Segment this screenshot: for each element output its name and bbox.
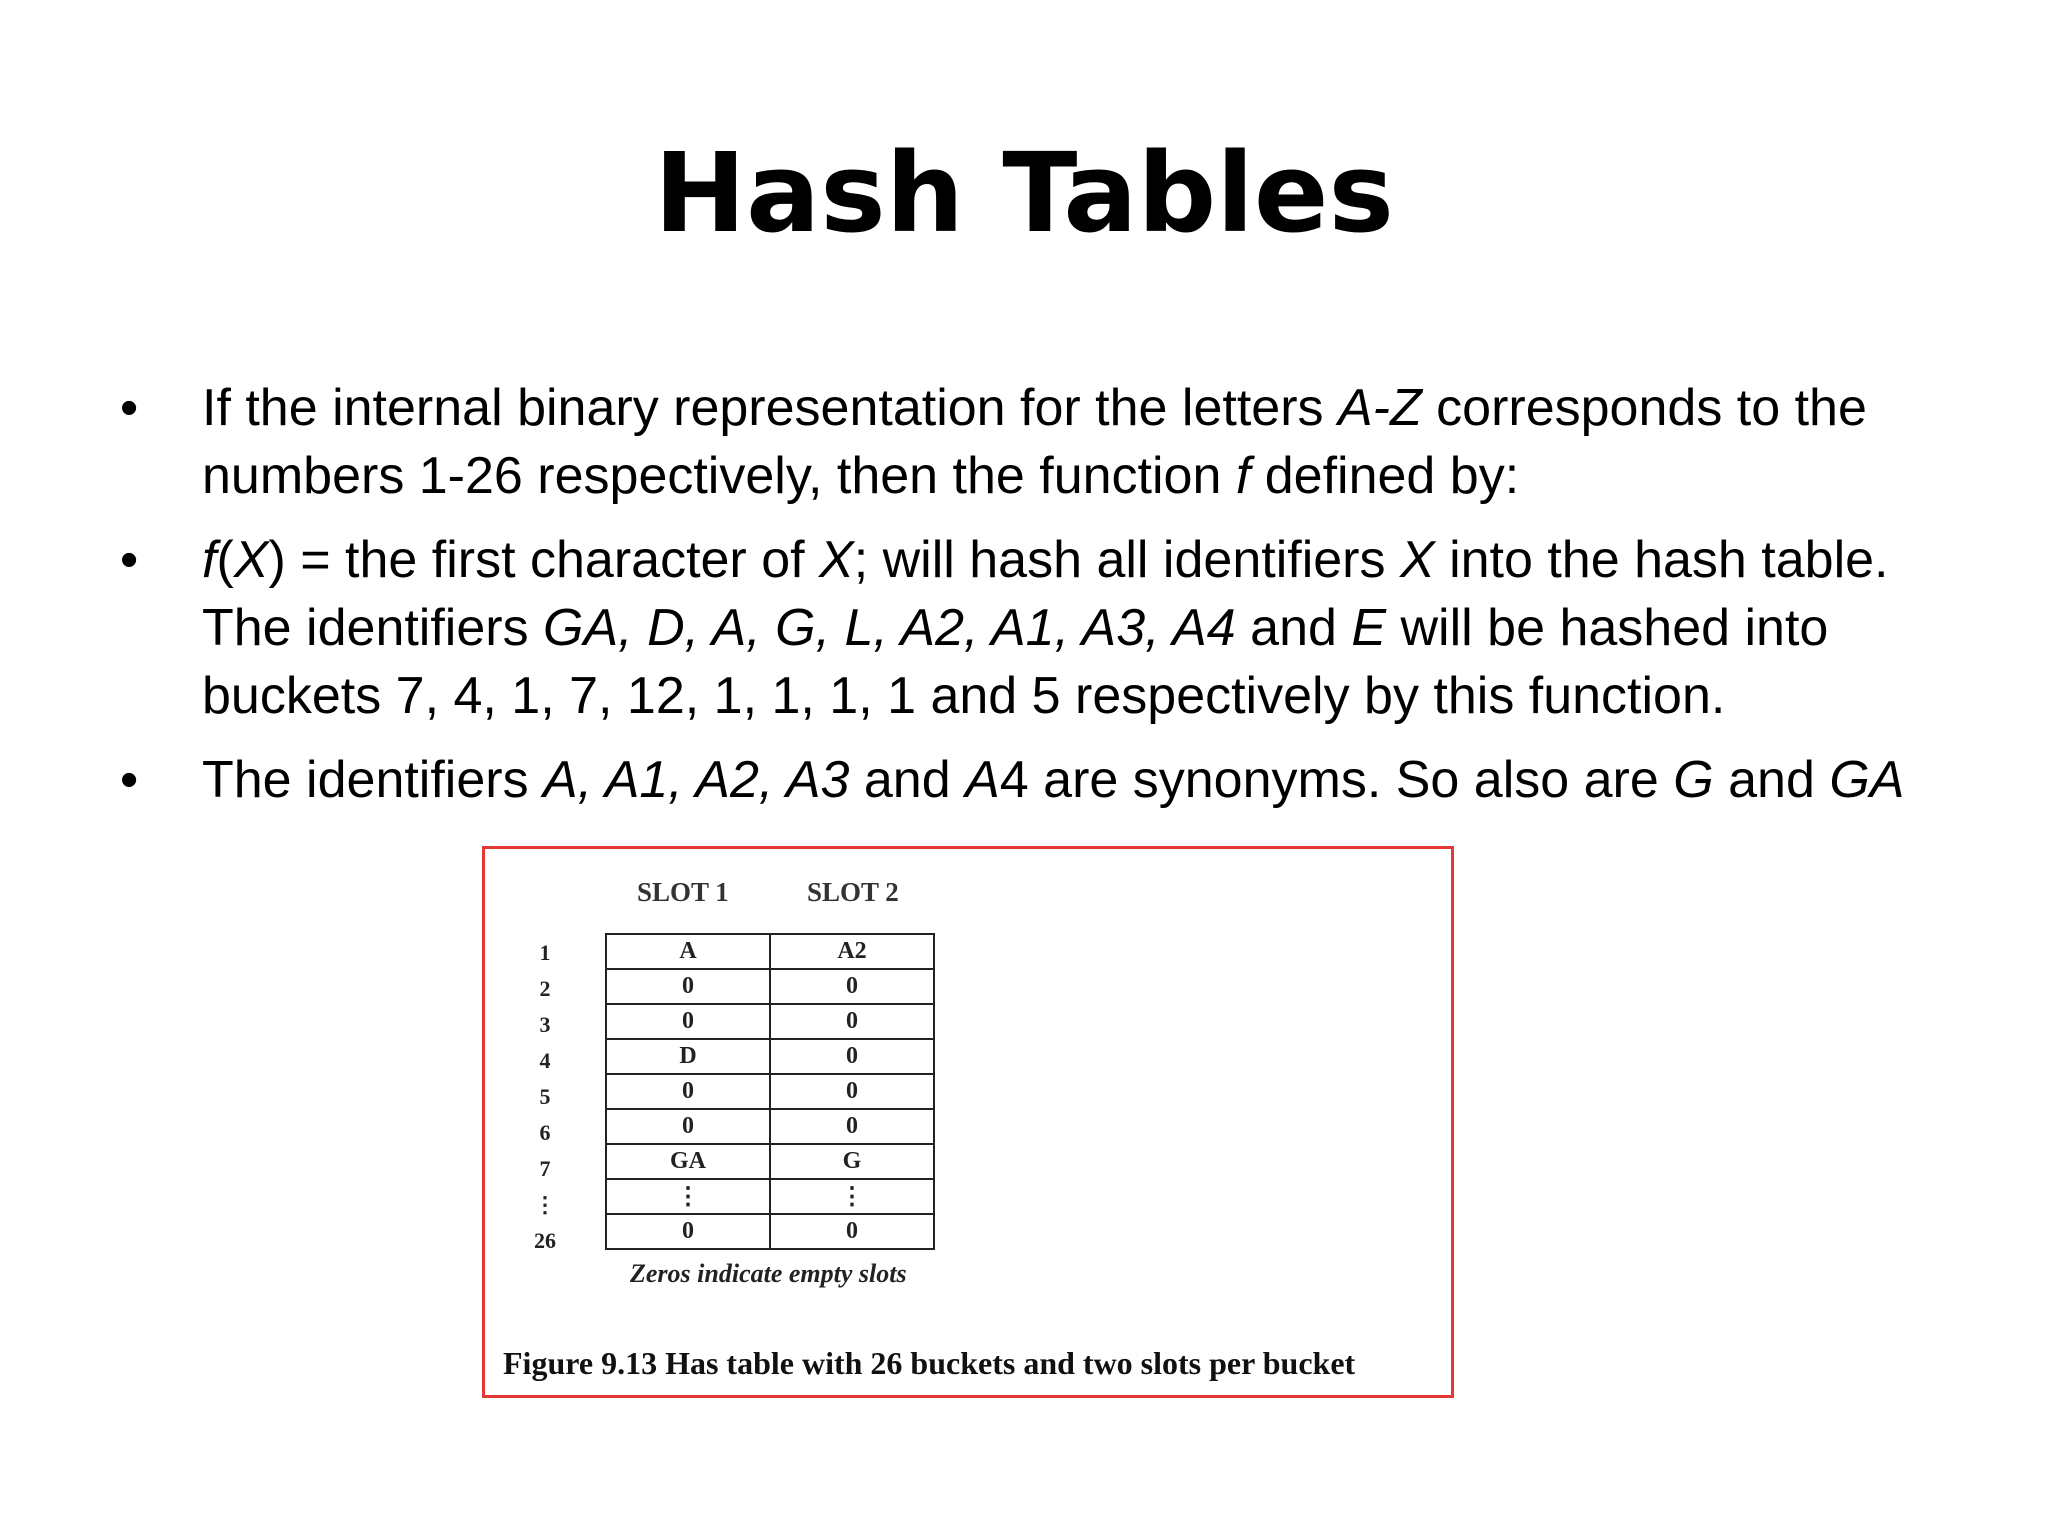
slot-cell: A [606,934,770,969]
slide-title: Hash Tables [654,129,1394,257]
table-row [606,934,934,969]
bucket-index: 2 [539,976,551,1001]
italic-text: f [202,531,217,589]
italic-text: f [1235,447,1251,505]
italic-text: G [1673,751,1714,809]
italic-text: A [965,751,1000,809]
text-run: 4 are synonyms. So also are [999,751,1674,809]
text-run: corresponds to the numbers 1-26 respectively, then the function [202,379,1867,505]
bullet-text [202,526,1988,730]
bullet-text [202,746,1988,814]
bucket-index: 6 [539,1120,551,1145]
text-run: ; will hash all identifiers [853,531,1400,589]
slot-cell: 0 [770,969,934,1004]
slot-cell: D [606,1039,770,1074]
slot-cell: 0 [770,1214,934,1249]
slot-cell: 0 [770,1109,934,1144]
slot-cell: G [770,1144,934,1179]
italic-text: A-Z [1337,379,1422,437]
slot-cell: ⋮ [770,1179,934,1214]
empty-slots-note: Zeros indicate empty slots [630,1259,907,1288]
slot-cell: 0 [770,1074,934,1109]
italic-text: GA [1829,751,1905,809]
slot-cell: A2 [770,934,934,969]
italic-text: X [233,531,269,589]
figure-caption: Figure 9.13 Has table with 26 buckets and two slots per bucket [503,1345,1356,1381]
table-row [606,1179,934,1214]
text-run: and [1713,751,1830,809]
italic-text: A, A1, A2, A3 [543,751,850,809]
slot-cell: GA [606,1144,770,1179]
italic-text: GA, D, A, G, L, A2, A1, A3, A4 [543,599,1236,657]
text-run: into the hash table. The identifiers [202,531,1889,657]
italic-text: X [819,531,854,589]
bullet-dot-icon: • [120,531,139,589]
bullet-item [0,746,2048,814]
bullet-dot-icon: • [120,751,139,809]
bucket-index: ⋮ [534,1192,556,1217]
slot1-header: SLOT 1 [637,877,729,907]
text-run: will be hashed into buckets 7, 4, 1, 7, 12, 1, 1, 1, 1 and 5 respectively by this function. [202,599,1829,725]
bullet-dot-icon: • [120,379,139,437]
table-row [606,1214,934,1249]
text-run: If the internal binary representation for the letters [202,379,1338,437]
hash-table-grid [605,933,935,1250]
table-row [606,969,934,1004]
table-row [606,1004,934,1039]
bucket-index: 4 [539,1048,551,1073]
text-run: The identifiers [202,751,544,809]
text-run: defined by: [1250,447,1520,505]
bucket-index: 1 [539,940,551,965]
bucket-index: 26 [534,1228,556,1253]
bullet-text [202,374,1988,510]
slot-cell: 0 [606,1074,770,1109]
slot-cell: 0 [770,1039,934,1074]
bullet-item [0,526,2048,730]
italic-text: E [1351,599,1387,657]
bucket-index-column [525,935,565,1259]
table-row [606,1074,934,1109]
bullet-item [0,374,2048,510]
slot-cell: 0 [606,969,770,1004]
text-run: and [849,751,966,809]
slot-cell: 0 [606,1004,770,1039]
text-run: ) = the first character of [268,531,820,589]
slot-cell: 0 [770,1004,934,1039]
bucket-index: 3 [539,1012,551,1037]
hash-table-figure [482,846,1454,1398]
slot-cell: ⋮ [606,1179,770,1214]
slot-cell: 0 [606,1109,770,1144]
table-row [606,1109,934,1144]
bullet-list [0,374,2048,830]
text-run: ( [216,531,234,589]
table-row [606,1039,934,1074]
table-row [606,1144,934,1179]
slot2-header: SLOT 2 [807,877,899,907]
slot-cell: 0 [606,1214,770,1249]
bucket-index: 5 [539,1084,551,1109]
text-run: and [1235,599,1352,657]
italic-text: X [1399,531,1435,589]
bucket-index: 7 [539,1156,551,1181]
